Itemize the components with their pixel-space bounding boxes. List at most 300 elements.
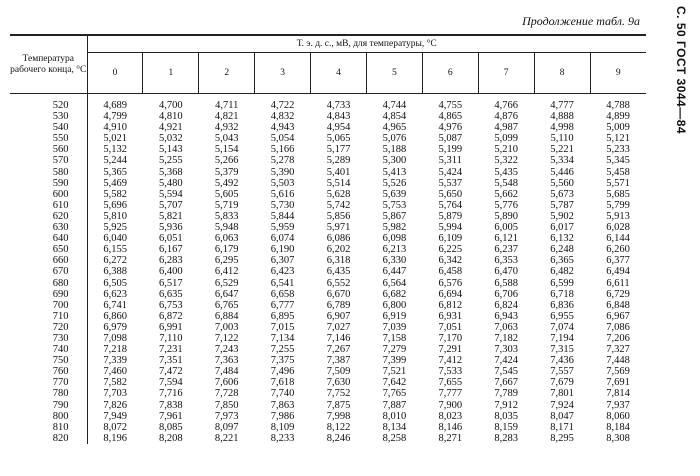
- table-row: [10, 178, 646, 189]
- emf-value-cell: 5,009: [606, 122, 630, 134]
- emf-value-cell: 7,424: [494, 355, 518, 367]
- emf-value-cell: 7,134: [270, 332, 295, 344]
- digit-column-header: 3: [255, 53, 311, 94]
- emf-value-cell: 5,867: [382, 210, 407, 222]
- emf-value-cell: 4,799: [103, 111, 127, 123]
- emf-value-cell: 5,199: [438, 144, 463, 156]
- emf-value-cell: 7,594: [159, 377, 183, 389]
- emf-value-cell: 5,154: [214, 144, 239, 156]
- emf-value-cell: 7,973: [214, 410, 239, 422]
- emf-value-cell: 5,244: [103, 155, 127, 167]
- emf-value-cell: 5,764: [438, 199, 463, 211]
- emf-value-cell: 6,576: [438, 277, 463, 289]
- emf-value-cell: 6,017: [550, 222, 574, 234]
- emf-value-cell: 7,267: [326, 344, 351, 356]
- emf-value-cell: 4,987: [494, 122, 518, 134]
- emf-value-cell: 8,171: [550, 421, 574, 433]
- table-row: [10, 111, 646, 122]
- emf-value-cell: 5,132: [103, 144, 127, 156]
- emf-value-cell: 8,208: [159, 432, 183, 444]
- emf-value-cell: 6,470: [494, 266, 518, 278]
- emf-value-cell: 6,895: [270, 310, 295, 322]
- emf-value-cell: 5,662: [494, 188, 518, 200]
- temperature-cell: 790: [10, 400, 87, 411]
- emf-value-cell: 7,703: [103, 388, 127, 400]
- emf-value-cell: 5,413: [382, 166, 407, 178]
- emf-value-cell: 5,730: [270, 199, 295, 211]
- emf-value-cell: 6,342: [438, 255, 463, 267]
- table-row: [10, 233, 646, 244]
- emf-value-cell: 7,003: [214, 321, 239, 333]
- emf-value-cell: 5,844: [270, 210, 295, 222]
- digit-column-header: 9: [590, 53, 646, 94]
- emf-value-cell: 5,571: [606, 177, 630, 189]
- emf-value-cell: 5,266: [214, 155, 239, 167]
- table-row: [10, 333, 646, 344]
- emf-value-cell: 7,327: [606, 344, 630, 356]
- emf-value-cell: 5,833: [214, 210, 239, 222]
- emf-value-cell: 6,919: [382, 310, 407, 322]
- emf-value-cell: 6,967: [606, 310, 630, 322]
- emf-value-cell: 6,812: [438, 299, 463, 311]
- emf-value-cell: 5,368: [159, 166, 183, 178]
- emf-value-cell: 5,742: [326, 199, 351, 211]
- emf-value-cell: 7,545: [494, 366, 518, 378]
- emf-value-cell: 6,412: [214, 266, 239, 278]
- temperature-cell: 650: [10, 244, 87, 255]
- temperature-cell: 660: [10, 255, 87, 266]
- emf-value-cell: 4,888: [550, 111, 574, 123]
- emf-value-cell: 6,872: [159, 310, 183, 322]
- table-row: [10, 94, 646, 112]
- emf-value-cell: 6,907: [326, 310, 351, 322]
- emf-value-cell: 6,190: [270, 244, 295, 256]
- emf-value-cell: 7,863: [270, 399, 295, 411]
- emf-value-cell: 6,789: [326, 299, 351, 311]
- emf-value-cell: 4,965: [382, 122, 407, 134]
- table-row: [10, 300, 646, 311]
- emf-value-cell: 7,206: [606, 332, 630, 344]
- emf-value-cell: 8,146: [438, 421, 463, 433]
- emf-value-cell: 4,876: [494, 111, 518, 123]
- emf-value-cell: 7,569: [606, 366, 630, 378]
- emf-value-cell: 5,707: [159, 199, 183, 211]
- emf-value-cell: 7,027: [326, 321, 351, 333]
- emf-value-cell: 7,399: [382, 355, 407, 367]
- emf-value-cell: 6,599: [550, 277, 574, 289]
- emf-value-cell: 5,043: [214, 133, 239, 145]
- emf-value-cell: 5,548: [494, 177, 518, 189]
- temperature-cell: 770: [10, 377, 87, 388]
- temperature-cell: 800: [10, 411, 87, 422]
- emf-value-cell: 7,801: [550, 388, 574, 400]
- emf-value-cell: 7,642: [382, 377, 407, 389]
- emf-value-cell: 8,258: [382, 432, 407, 444]
- emf-value-cell: 7,740: [270, 388, 295, 400]
- table-row: [10, 355, 646, 366]
- emf-value-cell: 8,271: [438, 432, 463, 444]
- emf-value-cell: 6,423: [270, 266, 295, 278]
- emf-value-cell: 4,755: [438, 100, 463, 111]
- temperature-cell: 610: [10, 200, 87, 211]
- emf-value-cell: 5,365: [103, 166, 127, 178]
- emf-value-cell: 6,155: [103, 244, 127, 256]
- emf-value-cell: 4,711: [215, 100, 239, 111]
- temperature-cell: 540: [10, 122, 87, 133]
- emf-value-cell: 6,741: [103, 299, 127, 311]
- emf-value-cell: 6,132: [550, 233, 574, 245]
- emf-value-cell: 8,010: [382, 410, 407, 422]
- emf-value-cell: 6,529: [214, 277, 239, 289]
- emf-value-cell: 5,021: [103, 133, 127, 145]
- temperature-cell: 570: [10, 155, 87, 166]
- temperature-cell: 550: [10, 133, 87, 144]
- temperature-cell: 750: [10, 355, 87, 366]
- emf-value-cell: 5,255: [159, 155, 183, 167]
- temperature-cell: 780: [10, 388, 87, 399]
- emf-value-cell: 6,353: [494, 255, 518, 267]
- temperature-cell: 530: [10, 111, 87, 122]
- table-row: [10, 222, 646, 233]
- emf-value-cell: 4,932: [214, 122, 239, 134]
- emf-value-cell: 5,300: [382, 155, 407, 167]
- emf-value-cell: 6,179: [214, 244, 239, 256]
- emf-value-cell: 8,221: [214, 432, 239, 444]
- emf-value-cell: 6,635: [159, 288, 183, 300]
- emf-value-cell: 5,143: [159, 144, 183, 156]
- emf-value-cell: 7,387: [326, 355, 351, 367]
- emf-value-cell: 5,032: [159, 133, 183, 145]
- temperature-cell: 520: [10, 94, 87, 112]
- emf-value-cell: 5,673: [550, 188, 574, 200]
- emf-value-cell: 5,696: [103, 199, 127, 211]
- emf-value-cell: 7,557: [550, 366, 574, 378]
- emf-value-cell: 7,051: [438, 321, 463, 333]
- emf-value-cell: 7,777: [438, 388, 463, 400]
- emf-value-cell: 7,850: [214, 399, 239, 411]
- temperature-cell: 560: [10, 144, 87, 155]
- emf-value-cell: 5,821: [159, 210, 183, 222]
- emf-value-cell: 4,976: [438, 122, 463, 134]
- emf-value-cell: 7,460: [103, 366, 127, 378]
- emf-value-cell: 6,377: [606, 255, 630, 267]
- emf-value-cell: 6,777: [270, 299, 295, 311]
- table-row: [10, 422, 646, 433]
- temperature-cell: 680: [10, 278, 87, 289]
- emf-value-cell: 4,744: [382, 100, 407, 111]
- emf-value-cell: 5,650: [438, 188, 463, 200]
- emf-value-cell: 7,351: [159, 355, 183, 367]
- emf-value-cell: 6,494: [606, 266, 630, 278]
- emf-value-cell: 6,400: [159, 266, 183, 278]
- emf-value-cell: 6,458: [438, 266, 463, 278]
- emf-value-cell: 5,936: [159, 222, 183, 234]
- temperature-cell: 640: [10, 233, 87, 244]
- emf-value-cell: 6,623: [103, 288, 127, 300]
- table-row: [10, 266, 646, 277]
- emf-value-cell: 7,924: [550, 399, 574, 411]
- emf-value-cell: 6,260: [606, 244, 630, 256]
- temperature-cell: 620: [10, 211, 87, 222]
- emf-value-cell: 5,948: [214, 222, 239, 234]
- emf-value-cell: 6,248: [550, 244, 574, 256]
- emf-value-cell: 8,283: [494, 432, 518, 444]
- emf-value-cell: 6,121: [494, 233, 518, 245]
- table-row: [10, 278, 646, 289]
- emf-value-cell: 5,322: [494, 155, 518, 167]
- emf-value-cell: 7,339: [103, 355, 127, 367]
- temperature-cell: 720: [10, 322, 87, 333]
- table-row: [10, 122, 646, 133]
- digit-column-header: 2: [199, 53, 255, 94]
- emf-value-cell: 7,375: [270, 355, 295, 367]
- emf-value-cell: 5,902: [550, 210, 574, 222]
- emf-value-cell: 6,670: [326, 288, 351, 300]
- emf-value-cell: 6,564: [382, 277, 407, 289]
- emf-value-cell: 7,098: [103, 332, 127, 344]
- emf-value-cell: 5,469: [103, 177, 127, 189]
- emf-value-cell: 7,949: [103, 410, 127, 422]
- emf-value-cell: 5,719: [214, 199, 239, 211]
- emf-value-cell: 6,836: [550, 299, 574, 311]
- emf-value-cell: 7,015: [270, 321, 295, 333]
- temperature-cell: 740: [10, 344, 87, 355]
- emf-value-cell: 7,937: [606, 399, 630, 411]
- emf-value-cell: 7,533: [438, 366, 463, 378]
- emf-value-cell: 7,582: [103, 377, 127, 389]
- emf-value-cell: 4,810: [159, 111, 183, 123]
- emf-value-cell: 6,272: [103, 255, 127, 267]
- table-row: [10, 433, 646, 444]
- emf-value-cell: 5,639: [382, 188, 407, 200]
- temperature-column-header: Температура рабочего конца, °С: [10, 35, 87, 94]
- emf-value-cell: 5,345: [606, 155, 630, 167]
- emf-value-cell: 5,856: [326, 210, 351, 222]
- emf-value-cell: 6,109: [438, 233, 463, 245]
- emf-value-cell: 6,706: [494, 288, 518, 300]
- emf-value-cell: 8,134: [382, 421, 407, 433]
- emf-value-cell: 7,255: [270, 344, 295, 356]
- emf-value-cell: 6,237: [494, 244, 518, 256]
- emf-value-cell: 5,594: [159, 188, 183, 200]
- emf-value-cell: 7,472: [159, 366, 183, 378]
- emf-value-cell: 6,694: [438, 288, 463, 300]
- emf-value-cell: 7,448: [606, 355, 630, 367]
- emf-value-cell: 7,194: [550, 332, 574, 344]
- emf-value-cell: 7,509: [326, 366, 351, 378]
- emf-value-cell: 7,063: [494, 321, 518, 333]
- emf-value-cell: 6,955: [550, 310, 574, 322]
- emf-value-cell: 5,311: [438, 155, 462, 167]
- emf-value-cell: 4,943: [270, 122, 295, 134]
- emf-value-cell: 7,655: [438, 377, 463, 389]
- emf-value-cell: 5,628: [326, 188, 351, 200]
- emf-value-cell: 4,788: [606, 100, 630, 111]
- emf-value-cell: 5,110: [550, 133, 574, 145]
- emf-value-cell: 4,899: [606, 111, 630, 123]
- emf-value-cell: 8,035: [494, 410, 518, 422]
- emf-value-cell: 7,279: [382, 344, 407, 356]
- emf-value-cell: 7,887: [382, 399, 407, 411]
- emf-value-cell: 6,318: [326, 255, 351, 267]
- emf-value-cell: 7,436: [550, 355, 574, 367]
- table-row: [10, 311, 646, 322]
- emf-value-cell: 5,334: [550, 155, 574, 167]
- emf-value-cell: 7,826: [103, 399, 127, 411]
- emf-value-cell: 7,691: [606, 377, 630, 389]
- emf-value-cell: 5,685: [606, 188, 630, 200]
- emf-value-cell: 6,729: [606, 288, 630, 300]
- emf-value-cell: 8,047: [550, 410, 574, 422]
- temperature-cell: 630: [10, 222, 87, 233]
- emf-value-cell: 7,679: [550, 377, 574, 389]
- emf-value-cell: 6,202: [326, 244, 351, 256]
- table-row: [10, 377, 646, 388]
- emf-value-cell: 6,098: [382, 233, 407, 245]
- emf-value-cell: 4,766: [494, 100, 518, 111]
- temperature-cell: 810: [10, 422, 87, 433]
- emf-value-cell: 5,810: [103, 210, 127, 222]
- emf-value-cell: 5,390: [270, 166, 295, 178]
- temperature-cell: 670: [10, 266, 87, 277]
- emf-value-cell: 5,054: [270, 133, 295, 145]
- emf-value-cell: 6,330: [382, 255, 407, 267]
- emf-value-cell: 5,514: [326, 177, 351, 189]
- emf-value-cell: 7,218: [103, 344, 127, 356]
- emf-value-cell: 6,647: [214, 288, 239, 300]
- emf-value-cell: 5,177: [326, 144, 351, 156]
- digit-column-header: 7: [478, 53, 534, 94]
- emf-value-cell: 5,971: [326, 222, 351, 234]
- emf-value-cell: 7,412: [438, 355, 463, 367]
- emf-value-cell: 4,689: [103, 100, 127, 111]
- emf-value-cell: 4,921: [159, 122, 183, 134]
- temperature-cell: 700: [10, 300, 87, 311]
- emf-value-cell: 7,158: [382, 332, 407, 344]
- table-row: [10, 344, 646, 355]
- emf-value-cell: 7,998: [326, 410, 351, 422]
- table-row: [10, 144, 646, 155]
- emf-value-cell: 6,658: [270, 288, 295, 300]
- emf-group-header: Т. э. д. с., мВ, для температуры, °С: [87, 35, 646, 53]
- emf-value-cell: 5,616: [270, 188, 295, 200]
- emf-value-cell: 6,860: [103, 310, 127, 322]
- emf-value-cell: 6,307: [270, 255, 295, 267]
- emf-value-cell: 7,074: [550, 321, 574, 333]
- emf-value-cell: 5,537: [438, 177, 463, 189]
- temperature-cell: 730: [10, 333, 87, 344]
- table-row: [10, 255, 646, 266]
- digit-column-header: 8: [534, 53, 590, 94]
- emf-value-cell: 6,991: [159, 321, 183, 333]
- emf-table: [10, 34, 646, 444]
- emf-value-cell: 5,890: [494, 210, 518, 222]
- emf-value-cell: 6,824: [494, 299, 518, 311]
- emf-value-cell: 6,063: [214, 233, 239, 245]
- emf-value-cell: 4,832: [270, 111, 295, 123]
- emf-value-cell: 5,492: [214, 177, 239, 189]
- emf-value-cell: 4,722: [270, 100, 295, 111]
- emf-value-cell: 6,800: [382, 299, 407, 311]
- digit-column-header: 0: [87, 53, 143, 94]
- emf-value-cell: 6,552: [326, 277, 351, 289]
- emf-value-cell: 7,291: [438, 344, 463, 356]
- emf-value-cell: 8,308: [606, 432, 630, 444]
- table-row: [10, 200, 646, 211]
- emf-value-cell: 8,097: [214, 421, 239, 433]
- emf-value-cell: 7,875: [326, 399, 351, 411]
- emf-value-cell: 8,109: [270, 421, 295, 433]
- page-standard-label: С. 50 ГОСТ 3044—84: [674, 6, 688, 135]
- emf-value-cell: 8,196: [103, 432, 127, 444]
- emf-value-cell: 6,943: [494, 310, 518, 322]
- emf-value-cell: 5,188: [382, 144, 407, 156]
- emf-value-cell: 5,994: [438, 222, 463, 234]
- digit-column-header: 1: [143, 53, 199, 94]
- emf-value-cell: 7,789: [494, 388, 518, 400]
- emf-value-cell: 5,099: [494, 133, 518, 145]
- emf-value-cell: 8,184: [606, 421, 630, 433]
- emf-value-cell: 4,700: [159, 100, 183, 111]
- emf-value-cell: 6,765: [214, 299, 239, 311]
- emf-value-cell: 7,986: [270, 410, 295, 422]
- emf-value-cell: 4,865: [438, 111, 463, 123]
- table-row: [10, 133, 646, 144]
- emf-value-cell: 7,900: [438, 399, 463, 411]
- emf-value-cell: 5,799: [606, 199, 630, 211]
- emf-value-cell: 6,365: [550, 255, 574, 267]
- emf-value-cell: 5,278: [270, 155, 295, 167]
- emf-value-cell: 6,979: [103, 321, 127, 333]
- table-row: [10, 167, 646, 178]
- emf-value-cell: 5,753: [382, 199, 407, 211]
- table-row: [10, 388, 646, 399]
- emf-value-cell: 6,086: [326, 233, 351, 245]
- emf-value-cell: 6,682: [382, 288, 407, 300]
- emf-value-cell: 4,910: [103, 122, 127, 134]
- emf-value-cell: 7,182: [494, 332, 518, 344]
- emf-value-cell: 7,315: [550, 344, 574, 356]
- emf-value-cell: 8,085: [159, 421, 183, 433]
- table-row: [10, 366, 646, 377]
- emf-value-cell: 7,122: [214, 332, 239, 344]
- temperature-cell: 710: [10, 311, 87, 322]
- emf-value-cell: 6,884: [214, 310, 239, 322]
- emf-value-cell: 7,170: [438, 332, 463, 344]
- emf-value-cell: 7,961: [159, 410, 183, 422]
- emf-value-cell: 4,998: [550, 122, 574, 134]
- emf-value-cell: 6,718: [550, 288, 574, 300]
- emf-value-cell: 4,777: [550, 100, 574, 111]
- emf-value-cell: 7,752: [326, 388, 351, 400]
- table-row: [10, 189, 646, 200]
- emf-value-cell: 5,233: [606, 144, 630, 156]
- table-row: [10, 411, 646, 422]
- digit-column-header: 6: [422, 53, 478, 94]
- emf-value-cell: 8,295: [550, 432, 574, 444]
- emf-value-cell: 4,843: [326, 111, 351, 123]
- emf-value-cell: 7,146: [326, 332, 351, 344]
- emf-value-cell: 5,289: [326, 155, 351, 167]
- emf-value-cell: 4,854: [382, 111, 407, 123]
- emf-value-cell: 7,521: [382, 366, 407, 378]
- temperature-cell: 600: [10, 189, 87, 200]
- emf-value-cell: 6,283: [159, 255, 183, 267]
- table-row: [10, 211, 646, 222]
- emf-value-cell: 5,076: [382, 133, 407, 145]
- emf-value-cell: 5,458: [606, 166, 630, 178]
- emf-value-cell: 5,605: [214, 188, 239, 200]
